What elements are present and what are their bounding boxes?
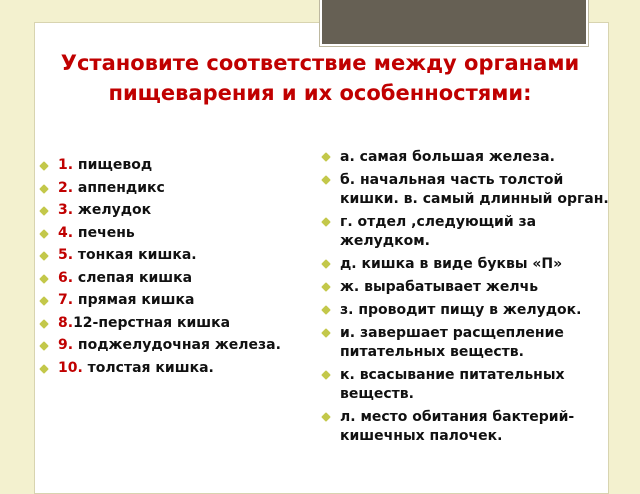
list-item: 3. желудок (40, 202, 310, 219)
organs-list (40, 157, 310, 382)
diamond-bullet-icon (321, 328, 331, 338)
list-item: л. место обитания бактерий-кишечных палочек. (322, 408, 612, 446)
list-item: 10. толстая кишка. (40, 360, 310, 377)
list-item: б. начальная часть толстой кишки. в. самый длинный орган. (322, 171, 612, 209)
list-item: а. самая большая железа. (322, 148, 612, 167)
list-item: 1. пищевод (40, 157, 310, 174)
diamond-bullet-icon (39, 364, 49, 374)
list-item: 6. слепая кишка (40, 270, 310, 287)
diamond-bullet-icon (39, 229, 49, 239)
list-item: г. отдел ,следующий за желудком. (322, 213, 612, 251)
list-item: ж. вырабатывает желчь (322, 278, 612, 297)
slide-title: Установите соответствие между органами пищеварения и их особенностями: (60, 51, 580, 105)
list-item: 5. тонкая кишка. (40, 247, 310, 264)
list-item: з. проводит пищу в желудок. (322, 301, 612, 320)
diamond-bullet-icon (39, 206, 49, 216)
diamond-bullet-icon (321, 282, 331, 292)
list-item: 8.12-перстная кишка (40, 315, 310, 332)
diamond-bullet-icon (39, 341, 49, 351)
decorative-top-tab (320, 0, 588, 46)
list-item: и. завершает расщепление питательных веществ. (322, 324, 612, 362)
list-item: 4. печень (40, 225, 310, 242)
features-list (322, 148, 612, 450)
diamond-bullet-icon (39, 274, 49, 284)
diamond-bullet-icon (39, 296, 49, 306)
diamond-bullet-icon (321, 175, 331, 185)
list-item: 2. аппендикс (40, 180, 310, 197)
diamond-bullet-icon (39, 251, 49, 261)
list-item: 9. поджелудочная железа. (40, 337, 310, 354)
list-item: 7. прямая кишка (40, 292, 310, 309)
diamond-bullet-icon (39, 184, 49, 194)
diamond-bullet-icon (321, 217, 331, 227)
diamond-bullet-icon (39, 161, 49, 171)
diamond-bullet-icon (321, 305, 331, 315)
list-item: к. всасывание питательных веществ. (322, 366, 612, 404)
diamond-bullet-icon (321, 152, 331, 162)
diamond-bullet-icon (321, 259, 331, 269)
list-item: д. кишка в виде буквы «П» (322, 255, 612, 274)
diamond-bullet-icon (321, 412, 331, 422)
diamond-bullet-icon (321, 370, 331, 380)
diamond-bullet-icon (39, 319, 49, 329)
